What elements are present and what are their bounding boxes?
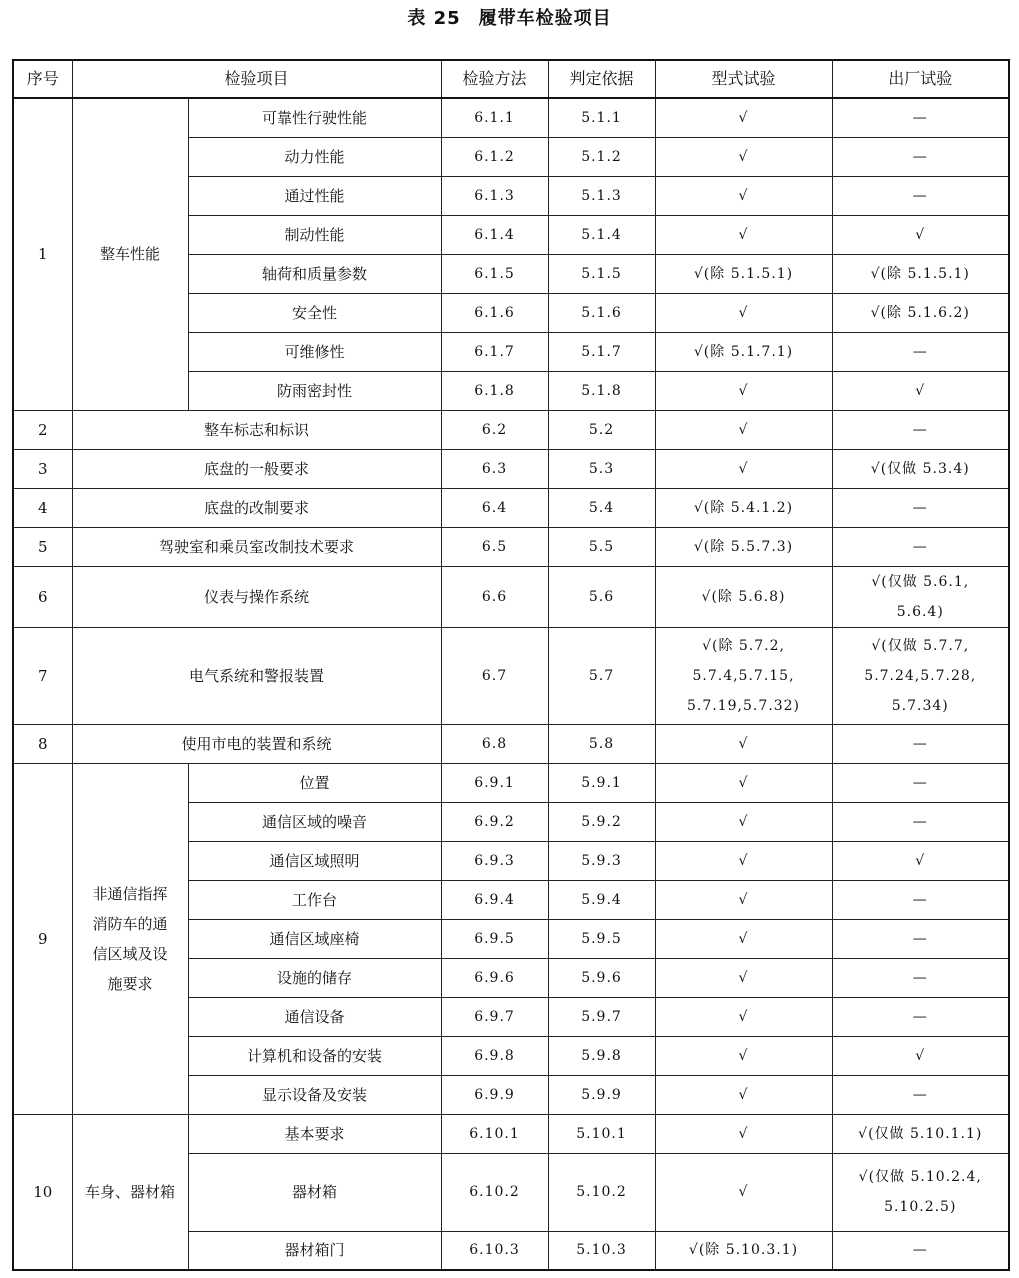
inspection-table <box>12 59 1010 1271</box>
header-basis: 判定依据 <box>548 60 655 98</box>
factory-test-line: √(仅做 5.10.1.1) <box>858 1125 983 1142</box>
table-row <box>13 488 1009 527</box>
method: 6.10.2 <box>441 1153 548 1231</box>
row-seq: 2 <box>13 410 72 449</box>
table-row <box>13 763 1009 802</box>
factory-test: — <box>832 137 1009 176</box>
factory-test-line: — <box>912 499 928 516</box>
method: 6.10.1 <box>441 1114 548 1153</box>
header-row <box>13 60 1009 98</box>
method: 6.9.2 <box>441 802 548 841</box>
type-test-line: 5.7.19,5.7.32) <box>687 697 800 714</box>
header-method: 检验方法 <box>441 60 548 98</box>
factory-test-line: 5.6.4) <box>896 603 944 620</box>
type-test-line: √ <box>738 460 749 477</box>
type-test: √ <box>655 176 832 215</box>
table-row <box>13 724 1009 763</box>
method: 6.1.8 <box>441 371 548 410</box>
table-number: 表 25 <box>407 8 461 29</box>
method: 6.9.6 <box>441 958 548 997</box>
factory-test <box>832 488 1009 527</box>
type-test: √ <box>655 958 832 997</box>
method: 6.7 <box>441 627 548 724</box>
basis: 5.10.3 <box>548 1231 655 1270</box>
type-test: √ <box>655 1153 832 1231</box>
row-seq: 7 <box>13 627 72 724</box>
basis: 5.1.6 <box>548 293 655 332</box>
factory-test: — <box>832 880 1009 919</box>
basis: 5.9.8 <box>548 1036 655 1075</box>
table-row <box>13 527 1009 566</box>
type-test: √ <box>655 293 832 332</box>
factory-test-line: — <box>912 538 928 555</box>
item-name: 位置 <box>188 763 441 802</box>
table-row <box>13 566 1009 627</box>
type-test <box>655 449 832 488</box>
item-name: 设施的储存 <box>188 958 441 997</box>
type-test: √(除 5.10.3.1) <box>655 1231 832 1270</box>
type-test: √ <box>655 371 832 410</box>
type-test: √(除 5.1.7.1) <box>655 332 832 371</box>
type-test: √ <box>655 1036 832 1075</box>
method: 6.9.4 <box>441 880 548 919</box>
type-test-line: 5.7.4,5.7.15, <box>692 667 795 684</box>
type-test: √ <box>655 215 832 254</box>
method: 6.9.3 <box>441 841 548 880</box>
type-test: √ <box>655 841 832 880</box>
item-name: 通信设备 <box>188 997 441 1036</box>
item-name: 通信区域座椅 <box>188 919 441 958</box>
basis: 5.8 <box>548 724 655 763</box>
type-test: √ <box>655 98 832 137</box>
factory-test-line: √(仅做 5.6.1, <box>871 573 970 590</box>
basis: 5.1.3 <box>548 176 655 215</box>
item-name: 可靠性行驶性能 <box>188 98 441 137</box>
item-name: 通信区域的噪音 <box>188 802 441 841</box>
basis: 5.1.8 <box>548 371 655 410</box>
type-test: √ <box>655 802 832 841</box>
factory-test: √ <box>832 841 1009 880</box>
basis: 5.2 <box>548 410 655 449</box>
group-name: 车身、器材箱 <box>72 1114 188 1270</box>
item-name: 制动性能 <box>188 215 441 254</box>
header-seq: 序号 <box>13 60 72 98</box>
method: 6.1.1 <box>441 98 548 137</box>
factory-test: √ <box>832 371 1009 410</box>
row-seq: 10 <box>13 1114 72 1270</box>
item-name: 通过性能 <box>188 176 441 215</box>
factory-test: — <box>832 763 1009 802</box>
factory-test: — <box>832 802 1009 841</box>
item-name: 器材箱门 <box>188 1231 441 1270</box>
factory-test: — <box>832 958 1009 997</box>
basis: 5.9.6 <box>548 958 655 997</box>
type-test-line: √(除 5.4.1.2) <box>693 499 794 516</box>
basis: 5.1.5 <box>548 254 655 293</box>
basis: 5.3 <box>548 449 655 488</box>
group-name: 整车性能 <box>72 98 188 410</box>
factory-test: — <box>832 332 1009 371</box>
item-name: 整车标志和标识 <box>72 410 441 449</box>
item-name: 动力性能 <box>188 137 441 176</box>
factory-test <box>832 410 1009 449</box>
table-title <box>0 0 1019 40</box>
type-test-line: √ <box>738 735 749 752</box>
row-seq: 8 <box>13 724 72 763</box>
method: 6.6 <box>441 566 548 627</box>
item-name: 显示设备及安装 <box>188 1075 441 1114</box>
factory-test-line: — <box>912 421 928 438</box>
table-row <box>13 1114 1009 1153</box>
factory-test <box>832 627 1009 724</box>
table-row <box>13 410 1009 449</box>
factory-test <box>832 724 1009 763</box>
factory-test-line: 5.7.24,5.7.28, <box>864 667 977 684</box>
table-body <box>13 98 1009 1270</box>
item-name: 通信区域照明 <box>188 841 441 880</box>
item-name: 器材箱 <box>188 1153 441 1231</box>
factory-test: — <box>832 98 1009 137</box>
group-name-line: 信区域及设 <box>92 944 168 963</box>
basis: 5.1.7 <box>548 332 655 371</box>
factory-test-line: 5.7.34) <box>891 697 949 714</box>
basis: 5.9.9 <box>548 1075 655 1114</box>
method: 6.9.8 <box>441 1036 548 1075</box>
table-row <box>13 627 1009 724</box>
basis: 5.7 <box>548 627 655 724</box>
factory-test-line: √(仅做 5.10.2.4, <box>858 1169 982 1185</box>
factory-test <box>832 449 1009 488</box>
row-seq: 5 <box>13 527 72 566</box>
item-name: 轴荷和质量参数 <box>188 254 441 293</box>
table-row <box>13 98 1009 137</box>
group-name-line: 施要求 <box>107 974 153 993</box>
type-test-line: √(除 5.6.8) <box>701 588 786 605</box>
method: 6.9.5 <box>441 919 548 958</box>
item-name: 计算机和设备的安装 <box>188 1036 441 1075</box>
item-name: 电气系统和警报装置 <box>72 627 441 724</box>
item-name: 基本要求 <box>188 1114 441 1153</box>
item-name: 底盘的一般要求 <box>72 449 441 488</box>
basis: 5.1.1 <box>548 98 655 137</box>
factory-test: √ <box>832 1036 1009 1075</box>
item-name: 工作台 <box>188 880 441 919</box>
type-test <box>655 527 832 566</box>
method: 6.1.4 <box>441 215 548 254</box>
factory-test <box>832 566 1009 627</box>
type-test: √ <box>655 763 832 802</box>
type-test: √ <box>655 137 832 176</box>
type-test <box>655 627 832 724</box>
group-name <box>72 763 188 1114</box>
factory-test: √(除 5.1.5.1) <box>832 254 1009 293</box>
method: 6.8 <box>441 724 548 763</box>
basis: 5.1.4 <box>548 215 655 254</box>
factory-test <box>832 527 1009 566</box>
type-test: √ <box>655 997 832 1036</box>
method: 6.1.5 <box>441 254 548 293</box>
factory-test: — <box>832 997 1009 1036</box>
method: 6.9.7 <box>441 997 548 1036</box>
type-test: √ <box>655 919 832 958</box>
row-seq: 6 <box>13 566 72 627</box>
basis: 5.9.4 <box>548 880 655 919</box>
method: 6.1.3 <box>441 176 548 215</box>
table-row <box>13 449 1009 488</box>
type-test <box>655 724 832 763</box>
method: 6.9.9 <box>441 1075 548 1114</box>
factory-test-line: √(仅做 5.3.4) <box>870 460 970 477</box>
basis: 5.9.1 <box>548 763 655 802</box>
item-name: 底盘的改制要求 <box>72 488 441 527</box>
basis: 5.10.2 <box>548 1153 655 1231</box>
factory-test: — <box>832 919 1009 958</box>
table-caption: 履带车检验项目 <box>478 8 612 29</box>
method: 6.5 <box>441 527 548 566</box>
basis: 5.10.1 <box>548 1114 655 1153</box>
factory-test-line: 5.10.2.5) <box>884 1199 957 1215</box>
basis: 5.9.3 <box>548 841 655 880</box>
item-name: 仪表与操作系统 <box>72 566 441 627</box>
factory-test: — <box>832 176 1009 215</box>
method: 6.4 <box>441 488 548 527</box>
basis: 5.9.7 <box>548 997 655 1036</box>
type-test-line: √(除 5.7.2, <box>702 637 785 654</box>
type-test: √ <box>655 1075 832 1114</box>
factory-test-line: — <box>912 1242 928 1259</box>
basis: 5.1.2 <box>548 137 655 176</box>
type-test: √ <box>655 1114 832 1153</box>
type-test-line: √ <box>738 421 749 438</box>
method: 6.1.7 <box>441 332 548 371</box>
row-seq: 9 <box>13 763 72 1114</box>
row-seq: 4 <box>13 488 72 527</box>
method: 6.9.1 <box>441 763 548 802</box>
method: 6.2 <box>441 410 548 449</box>
factory-test <box>832 1114 1009 1153</box>
type-test <box>655 488 832 527</box>
item-name: 可维修性 <box>188 332 441 371</box>
factory-test-line: — <box>912 735 928 752</box>
factory-test: — <box>832 1075 1009 1114</box>
row-seq: 3 <box>13 449 72 488</box>
method: 6.3 <box>441 449 548 488</box>
row-seq: 1 <box>13 98 72 410</box>
method: 6.1.2 <box>441 137 548 176</box>
item-name: 驾驶室和乘员室改制技术要求 <box>72 527 441 566</box>
header-item: 检验项目 <box>72 60 441 98</box>
type-test: √(除 5.1.5.1) <box>655 254 832 293</box>
group-name-line: 消防车的通 <box>92 914 168 933</box>
type-test-line: √(除 5.5.7.3) <box>693 538 794 555</box>
factory-test <box>832 1231 1009 1270</box>
basis: 5.4 <box>548 488 655 527</box>
basis: 5.5 <box>548 527 655 566</box>
basis: 5.9.2 <box>548 802 655 841</box>
method: 6.1.6 <box>441 293 548 332</box>
item-name: 安全性 <box>188 293 441 332</box>
group-name-line: 非通信指挥 <box>92 884 168 903</box>
basis: 5.9.5 <box>548 919 655 958</box>
type-test <box>655 566 832 627</box>
type-test <box>655 410 832 449</box>
factory-test-line: √(仅做 5.7.7, <box>871 637 970 654</box>
factory-test <box>832 1153 1009 1231</box>
item-name: 使用市电的装置和系统 <box>72 724 441 763</box>
header-factory-test: 出厂试验 <box>832 60 1009 98</box>
factory-test: √ <box>832 215 1009 254</box>
method: 6.10.3 <box>441 1231 548 1270</box>
header-type-test: 型式试验 <box>655 60 832 98</box>
basis: 5.6 <box>548 566 655 627</box>
type-test: √ <box>655 880 832 919</box>
item-name: 防雨密封性 <box>188 371 441 410</box>
factory-test: √(除 5.1.6.2) <box>832 293 1009 332</box>
